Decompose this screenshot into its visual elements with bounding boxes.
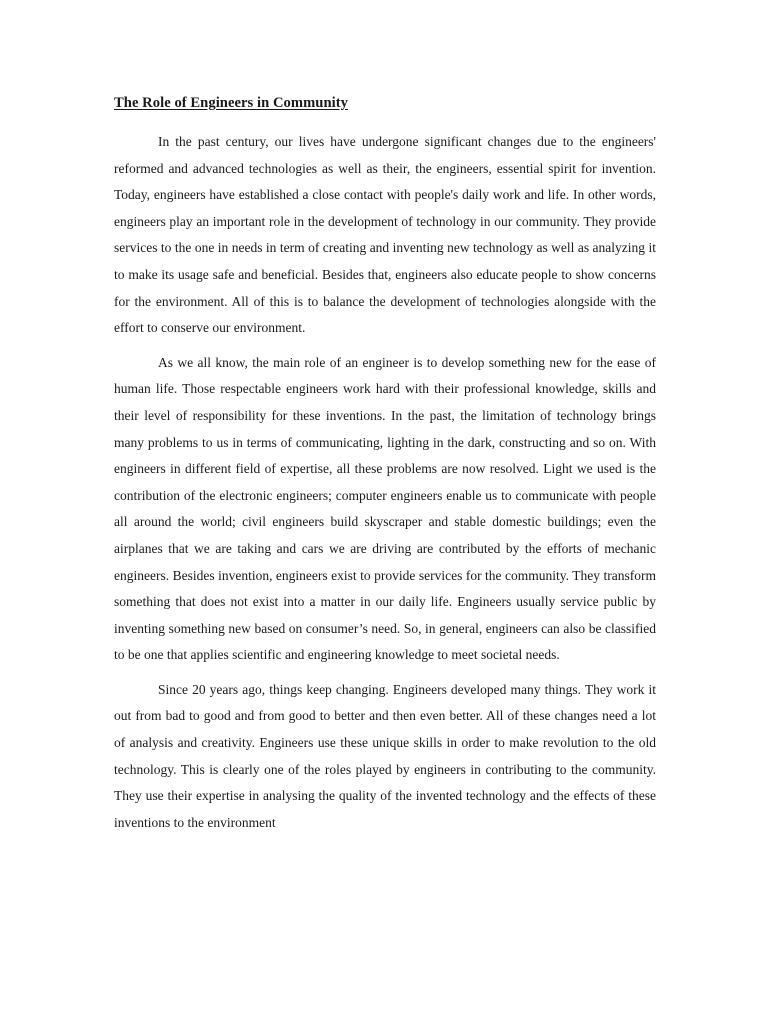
paragraph-1: In the past century, our lives have undergone significant changes due to the engineers' reformed and advanced technologies as well as their, the engineers, essential spirit for invention. Today, engineers have established a close contact with people's daily work and life. In other words, engineers play an important role in the development of technology in our community. They provide services to the one in needs in term of creating and inventing new technology as well as analyzing it to make its usage safe and beneficial. Besides that, engineers also educate people to show concerns for the environment. All of this is to balance the development of technologies alongside with the effort to conserve our environment. xyxy=(114,134,656,336)
document-page xyxy=(114,95,656,836)
paragraph-3: Since 20 years ago, things keep changing. Engineers developed many things. They work it out from bad to good and from good to better and then even better. All of these changes need a lot of analysis and creativity. Engineers use these unique skills in order to make revolution to the old technology. This is clearly one of the roles played by engineers in contributing to the community. They use their expertise in analysing the quality of the invented technology and the effects of these inventions to the environment xyxy=(114,681,656,830)
paragraph-2: As we all know, the main role of an engineer is to develop something new for the ease of human life. Those respectable engineers work hard with their professional knowledge, skills and their level of responsibility for these inventions. In the past, the limitation of technology brings many problems to us in terms of communicating, lighting in the dark, constructing and so on. With engineers in different field of expertise, all these problems are now resolved. Light we used is the contribution of the electronic engineers; computer engineers enable us to communicate with people all around the world; civil engineers build skyscraper and stable domestic buildings; even the airplanes that we are taking and cars we are driving are contributed by the efforts of mechanic engineers. Besides invention, engineers exist to provide services for the community. They transform something that does not exist into a matter in our daily life. Engineers usually service public by inventing something new based on consumer’s need. So, in general, engineers can also be classified to be one that applies scientific and engineering knowledge to meet societal needs. xyxy=(114,354,656,663)
document-title: The Role of Engineers in Community xyxy=(114,95,348,111)
